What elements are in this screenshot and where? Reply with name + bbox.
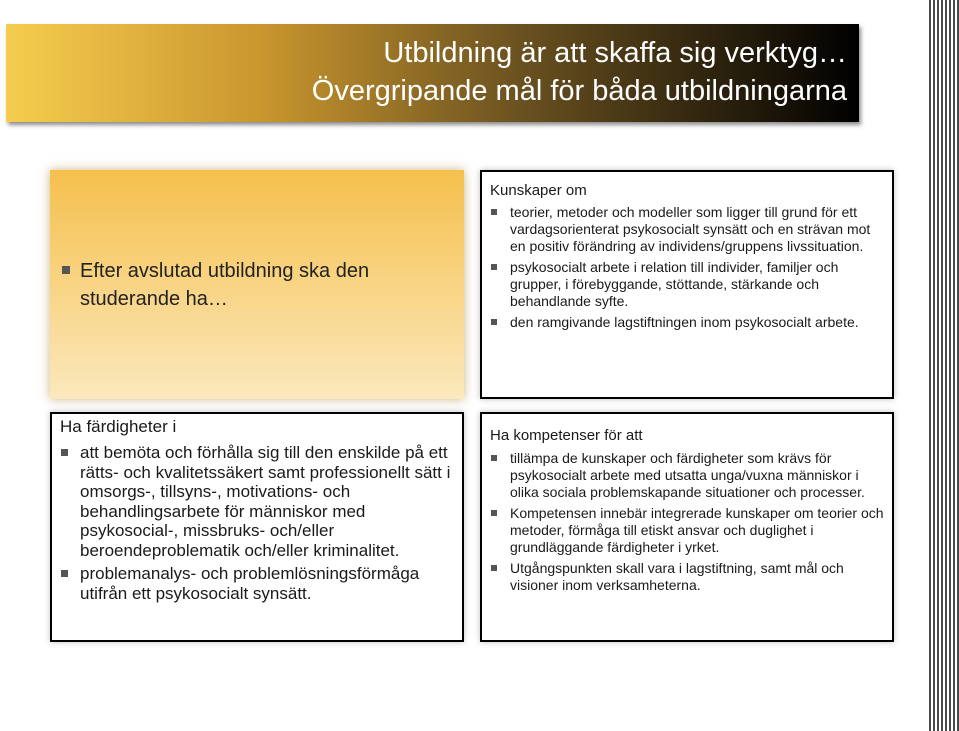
intro-list — [62, 257, 452, 313]
square-bullet-icon — [491, 264, 497, 270]
decorative-stripes — [929, 0, 959, 731]
list-item — [490, 259, 884, 310]
list-item — [490, 204, 884, 255]
skills-item-text: att bemöta och förhålla sig till den enskilde på ett rätts- och kvalitetssäkert samt professionellt sätt i omsorgs-, tillsyns-, motivations- och behandlingsarbete för människor med psykosocial-, missbruks- och/eller beroendeproblematik och/eller kriminalitet. — [80, 443, 451, 560]
intro-text: Efter avslutad utbildning ska den studerande ha… — [80, 259, 370, 310]
knowledge-list — [490, 204, 884, 331]
knowledge-box — [480, 170, 894, 399]
square-bullet-icon — [491, 455, 497, 461]
knowledge-item-text: den ramgivande lagstiftningen inom psykosocialt arbete. — [510, 314, 859, 330]
list-item — [490, 560, 884, 594]
list-item — [60, 443, 454, 560]
competence-item-text: tillämpa de kunskaper och färdigheter som krävs för psykosocialt arbete med utsatta unga/vuxna människor i olika sociala problemskapande situationer och processer. — [510, 450, 865, 500]
title-line-1: Utbildning är att skaffa sig verktyg… — [383, 37, 847, 69]
list-item — [490, 450, 884, 501]
square-bullet-icon — [491, 565, 497, 571]
square-bullet-icon — [491, 510, 497, 516]
intro-box — [50, 170, 464, 399]
title-line-2: Övergripande mål för båda utbildningarna — [311, 75, 847, 107]
skills-heading: Ha färdigheter i — [60, 417, 177, 436]
competence-heading: Ha kompetenser för att — [490, 427, 643, 444]
intro-item — [62, 257, 452, 313]
competence-item-text: Utgångspunkten skall vara i lagstiftning, samt mål och visioner inom verksamheterna. — [510, 560, 844, 593]
knowledge-heading: Kunskaper om — [490, 182, 587, 199]
square-bullet-icon — [61, 570, 68, 577]
competence-list — [490, 450, 884, 594]
square-bullet-icon — [62, 266, 70, 274]
skills-item-text: problemanalys- och problemlösningsförmåga utifrån ett psykosocialt synsätt. — [80, 564, 420, 603]
knowledge-item-text: psykosocialt arbete i relation till individer, familjer och grupper, i förebyggande, stöttande, stärkande och behandlande syfte. — [510, 259, 839, 309]
competence-box — [480, 412, 894, 642]
square-bullet-icon — [61, 449, 68, 456]
square-bullet-icon — [491, 319, 497, 325]
title-banner — [6, 24, 859, 122]
square-bullet-icon — [491, 209, 497, 215]
list-item — [490, 505, 884, 556]
list-item — [60, 564, 454, 603]
skills-list — [60, 443, 454, 603]
skills-box — [50, 412, 464, 642]
competence-item-text: Kompetensen innebär integrerade kunskaper om teorier och metoder, förmåga till etiskt ansvar och duglighet i grundläggande färdigheter i yrket. — [510, 505, 884, 555]
knowledge-item-text: teorier, metoder och modeller som ligger till grund för ett vardagsorienterat psykosocialt synsätt och en strävan mot en positiv förändring av individens/gruppens livssituation. — [510, 204, 871, 254]
list-item — [490, 314, 884, 331]
